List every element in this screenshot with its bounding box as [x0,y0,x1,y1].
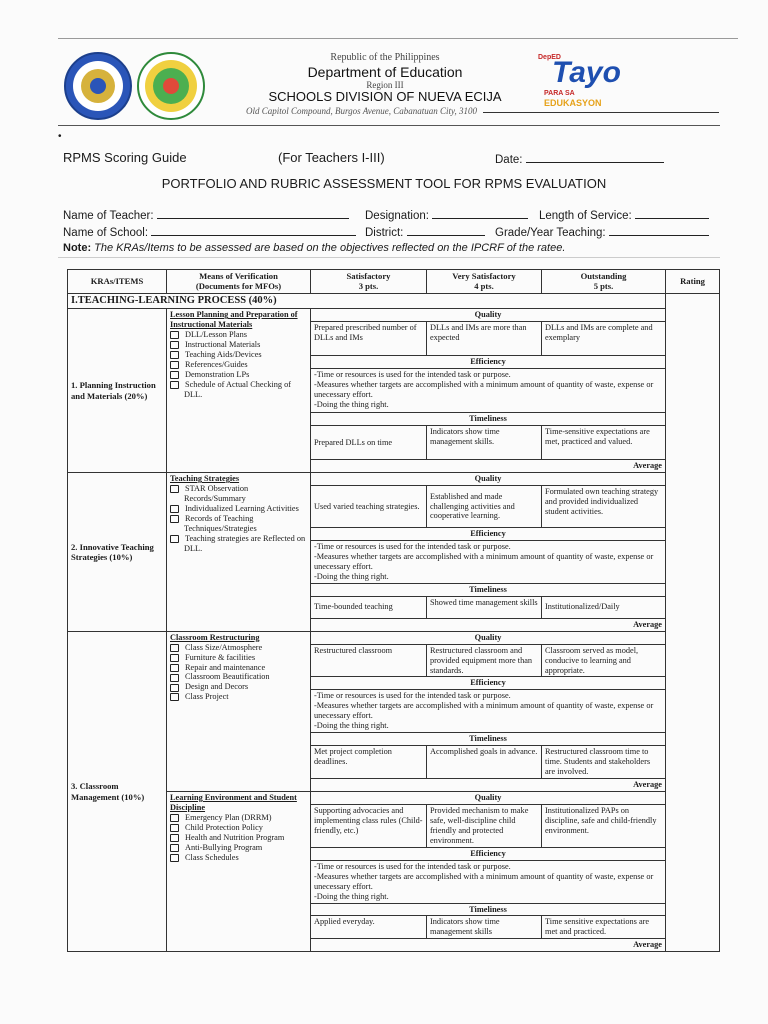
kra-3a-average: Average [311,779,666,792]
kra-3b-quality-satisfactory: Supporting advocacies and implementing class rules (Child-friendly, etc.) [311,804,427,847]
kra-1-timeliness-outstanding: Time-sensitive expectations are met, practiced and valued. [542,426,666,460]
table-header-row [68,270,720,294]
kra-3b-timeliness-very-satisfactory: Indicators show time management skills [427,916,542,939]
teacher-name-field: Name of Teacher: [63,208,349,222]
checkbox-icon[interactable] [170,361,179,369]
kra-2-quality-satisfactory: Used varied teaching strategies. [311,485,427,527]
checkbox-icon[interactable] [170,535,179,543]
kra-2-quality-outstanding: Formulated own teaching strategy and provided individualized student activities. [542,485,666,527]
kra-3b-timeliness-heading: Timeliness [311,903,666,916]
kra-1-label: 1. Planning Instruction and Materials (20%) [68,309,167,473]
checkbox-icon[interactable] [170,854,179,862]
header-satisfactory: Satisfactory 3 pts. [311,270,427,294]
kra-1-average: Average [311,460,666,473]
checkbox-icon[interactable] [170,351,179,359]
address-text: Old Capitol Compound, Burgos Avenue, Cabanatuan City, 3100 [246,106,478,116]
rating-column-cell[interactable] [666,293,720,952]
header-rating: Rating [666,270,720,294]
kra-2-timeliness-satisfactory: Time-bounded teaching [311,596,427,618]
kra-2-mov: Teaching Strategies STAR Observation Records/Summary Individualized Learning Activities Records of Teaching Techniques/Strategies Teaching strategies are Reflected on DLL. [167,473,311,632]
kra-1-efficiency-heading: Efficiency [311,356,666,369]
department-text: Department of Education [307,64,463,80]
kra-1-quality-satisfactory: Prepared prescribed number of DLLs and IMs [311,322,427,356]
kra-3-label: 3. Classroom Management (10%) [68,631,167,952]
header-divider [58,125,720,126]
checkbox-icon[interactable] [170,844,179,852]
kra-2-label: 2. Innovative Teaching Strategies (10%) [68,473,167,632]
kra-3b-quality-very-satisfactory: Provided mechanism to make safe, well-discipline child friendly and protected environment. [427,804,542,847]
kra-3b-efficiency-heading: Efficiency [311,847,666,860]
kra-3a-quality-satisfactory: Restructured classroom [311,644,427,677]
checkbox-icon[interactable] [170,693,179,701]
section-title: I.TEACHING-LEARNING PROCESS (40%) [68,293,666,309]
kra-2-efficiency-text: -Time or resources is used for the intended task or purpose. -Measures whether targets are accomplished with a minimum amount of quantity of waste, expense or unecessary effort. -Doing the thing right. [311,540,666,583]
length-service-field: Length of Service: [539,208,709,222]
region-text: Region III [366,80,404,90]
kra-1-mov: Lesson Planning and Preparation of Instructional Materials DLL/Lesson Plans Instructional Materials Teaching Aids/Devices References/Guides Demonstration LPs Schedule of Actual Checking of DLL. [167,309,311,473]
header-mov: Means of Verification (Documents for MFOs) [167,270,311,294]
kra-1-quality-very-satisfactory: DLLs and IMs are more than expected [427,322,542,356]
kra-3a-timeliness-satisfactory: Met project completion deadlines. [311,746,427,779]
checkbox-icon[interactable] [170,684,179,692]
kra-3a-quality-very-satisfactory: Restructured classroom and provided equipment more than standards. [427,644,542,677]
kra-3a-timeliness-outstanding: Restructured classroom time to time. Students and stakeholders are involved. [542,746,666,779]
kra-2-efficiency-heading: Efficiency [311,527,666,540]
grade-year-field: Grade/Year Teaching: [495,225,709,239]
bullet-dot: • [58,131,62,142]
kra-3b-quality-outstanding: Institutionalized PAPs on discipline, safe and child-friendly environment. [542,804,666,847]
checkbox-icon[interactable] [170,381,179,389]
checkbox-icon[interactable] [170,814,179,822]
checkbox-icon[interactable] [170,371,179,379]
kra-3b-average: Average [311,939,666,952]
district-field: District: [365,225,485,239]
kra-3a-timeliness-very-satisfactory: Accomplished goals in advance. [427,746,542,779]
division-text: SCHOOLS DIVISION OF NUEVA ECIJA [268,89,502,104]
kra-2-quality-heading: Quality [311,473,666,486]
checkbox-icon[interactable] [170,664,179,672]
kra-3a-timeliness-heading: Timeliness [311,733,666,746]
checkbox-icon[interactable] [170,341,179,349]
kra-3a-quality-outstanding: Classroom served as model, conducive to learning and appropriate. [542,644,666,677]
note-text: Note: The KRAs/Items to be assessed are based on the objectives reflected on the IPCRF of the ratee. [63,242,566,254]
checkbox-icon[interactable] [170,824,179,832]
kra-2-average: Average [311,618,666,631]
header-kras: KRAs/ITEMS [68,270,167,294]
kra-3a-efficiency-text: -Time or resources is used for the intended task or purpose. -Measures whether targets are accomplished with a minimum amount of quantity of waste, expense or unecessary effort. -Doing the thing right. [311,690,666,733]
designation-field: Designation: [365,208,528,222]
deped-seal-logo [64,52,132,120]
kra-2-timeliness-very-satisfactory: Showed time management skills [427,596,542,618]
kra-2-timeliness-heading: Timeliness [311,583,666,596]
school-name-field: Name of School: [63,225,356,239]
kra-1-timeliness-heading: Timeliness [311,413,666,426]
checkbox-icon[interactable] [170,644,179,652]
kra-1-efficiency-text: -Time or resources is used for the intended task or purpose. -Measures whether targets are accomplished with a minimum amount of quantity of waste, expense or unecessary effort. -Doing the thing right. [311,369,666,413]
main-title: PORTFOLIO AND RUBRIC ASSESSMENT TOOL FOR RPMS EVALUATION [161,176,607,191]
kra-3a-quality-heading: Quality [311,631,666,644]
kra-3b-efficiency-text: -Time or resources is used for the intended task or purpose. -Measures whether targets are accomplished with a minimum amount of quantity of waste, expense or unecessary effort. -Doing the thing right. [311,860,666,903]
header-very-satisfactory: Very Satisfactory 4 pts. [427,270,542,294]
tayo-brand-logo: DepED Tayo PARA SA EDUKASYON [538,54,621,108]
checkbox-icon[interactable] [170,485,179,493]
kra-1-timeliness-very-satisfactory: Indicators show time management skills. [427,426,542,460]
top-border [58,38,738,39]
scoring-guide-title: RPMS Scoring Guide [63,150,187,165]
checkbox-icon[interactable] [170,674,179,682]
kra-3b-timeliness-outstanding: Time sensitive expectations are met and practiced. [542,916,666,939]
checkbox-icon[interactable] [170,834,179,842]
checkbox-icon[interactable] [170,654,179,662]
checkbox-icon[interactable] [170,515,179,523]
kra-3a-efficiency-heading: Efficiency [311,677,666,690]
kra-1-quality-outstanding: DLLs and IMs are complete and exemplary [542,322,666,356]
date-field: Date: [495,152,664,166]
kra-3a-mov: Classroom Restructuring Class Size/Atmosphere Furniture & facilities Repair and maintenance Classroom Beautification Design and Decors Class Project [167,631,311,791]
kra-2-timeliness-outstanding: Institutionalized/Daily [542,596,666,618]
republic-text: Republic of the Philippines [330,52,440,63]
note-divider [58,257,720,258]
rubric-table [67,269,720,952]
checkbox-icon[interactable] [170,331,179,339]
kra-3b-quality-heading: Quality [311,792,666,805]
checkbox-icon[interactable] [170,505,179,513]
kra-2-quality-very-satisfactory: Established and made challenging activities and cooperative learning. [427,485,542,527]
teachers-subtitle: (For Teachers I-III) [278,150,385,165]
division-seal-logo [137,52,205,120]
kra-3b-mov: Learning Environment and Student Discipline Emergency Plan (DRRM) Child Protection Policy Health and Nutrition Program Anti-Bullying Program Class Schedules [167,792,311,952]
kra-3b-timeliness-satisfactory: Applied everyday. [311,916,427,939]
address-rule [483,112,719,113]
header-outstanding: Outstanding 5 pts. [542,270,666,294]
kra-1-timeliness-satisfactory: Prepared DLLs on time [311,426,427,460]
kra-1-quality-heading: Quality [311,309,666,322]
